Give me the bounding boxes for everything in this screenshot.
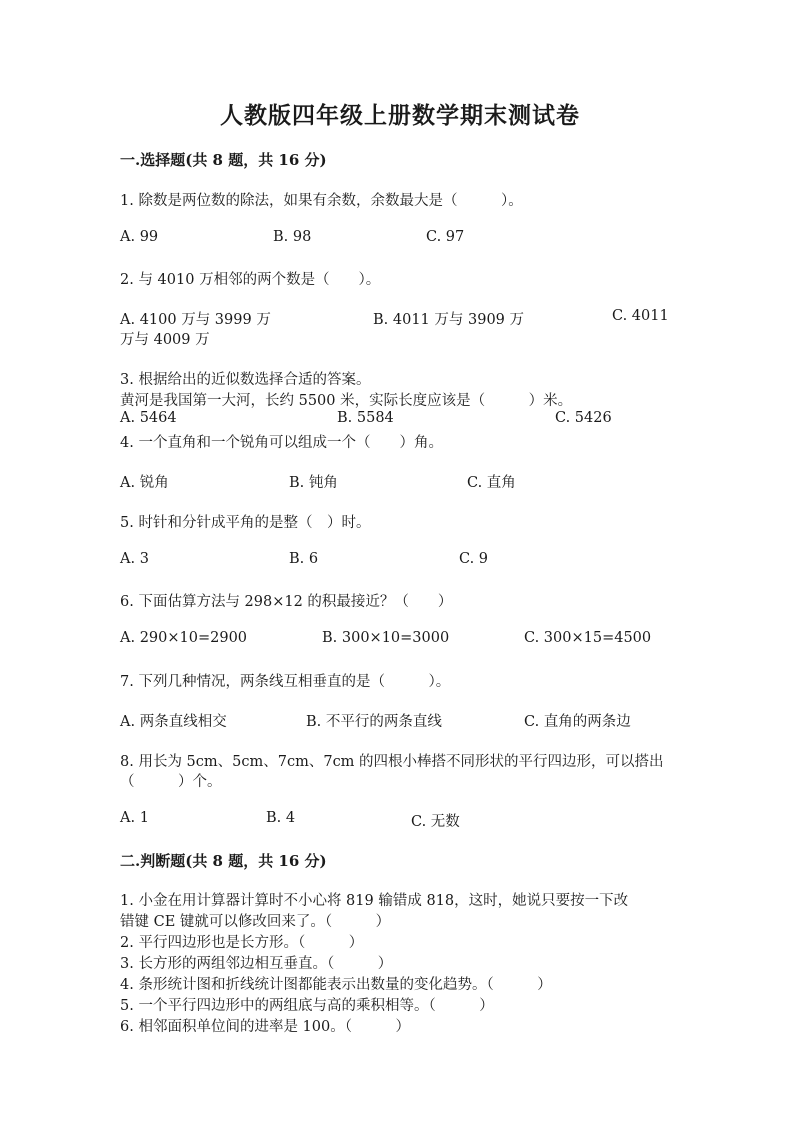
question-1-option-a: A. 99 — [120, 229, 159, 245]
question-8-option-b: B. 4 — [266, 810, 296, 826]
question-8-option-a: A. 1 — [120, 810, 149, 826]
question-6-option-c: C. 300×15=4500 — [524, 630, 652, 646]
question-4-option-c: C. 直角 — [467, 475, 516, 491]
question-7-option-c: C. 直角的两条边 — [524, 714, 631, 730]
question-6-option-a: A. 290×10=2900 — [120, 630, 248, 646]
question-8-stem: 8. 用长为 5cm、5cm、7cm、7cm 的四根小棒搭不同形状的平行四边形，可以搭出 — [120, 754, 664, 770]
question-5-option-c: C. 9 — [459, 551, 489, 567]
question-5-option-b: B. 6 — [289, 551, 319, 567]
question-2-stem: 2. 与 4010 万相邻的两个数是（ ）。 — [120, 272, 381, 288]
question-2-option-a: A. 4100 万与 3999 万 — [120, 312, 271, 328]
question-8-option-c: C. 无数 — [411, 814, 460, 830]
judgment-line: 2. 平行四边形也是长方形。（ ） — [120, 935, 364, 951]
question-2-option-c: C. 4011 — [612, 308, 669, 324]
question-2-option-c-continued: 万与 4009 万 — [120, 332, 210, 348]
question-7-stem: 7. 下列几种情况，两条线互相垂直的是（ ）。 — [120, 674, 451, 690]
question-3-option-b: B. 5584 — [337, 410, 394, 426]
question-7-option-a: A. 两条直线相交 — [120, 714, 227, 730]
judgment-line: 4. 条形统计图和折线统计图都能表示出数量的变化趋势。（ ） — [120, 977, 552, 993]
section-heading-judgment: 二.判断题(共 8 题，共 16 分) — [120, 852, 327, 870]
question-3-stem: 3. 根据给出的近似数选择合适的答案。 — [120, 372, 371, 388]
page-title: 人教版四年级上册数学期末测试卷 — [220, 102, 580, 129]
question-4-stem: 4. 一个直角和一个锐角可以组成一个（ ）角。 — [120, 435, 443, 451]
question-5-option-a: A. 3 — [120, 551, 149, 567]
judgment-line: 3. 长方形的两组邻边相互垂直。（ ） — [120, 956, 393, 972]
judgment-line: 5. 一个平行四边形中的两组底与高的乘积相等。（ ） — [120, 998, 494, 1014]
question-3-option-a: A. 5464 — [120, 410, 177, 426]
question-4-option-b: B. 钝角 — [289, 475, 338, 491]
question-3-option-c: C. 5426 — [555, 410, 612, 426]
question-3-stem-line-2: 黄河是我国第一大河，长约 5500 米，实际长度应该是（ ）米。 — [120, 393, 573, 409]
question-6-stem: 6. 下面估算方法与 298×12 的积最接近？（ ） — [120, 594, 453, 610]
question-8-stem-line-2: （ ）个。 — [120, 774, 222, 790]
section-heading-choice: 一.选择题(共 8 题，共 16 分) — [120, 151, 327, 169]
question-1-option-c: C. 97 — [426, 229, 465, 245]
question-7-option-b: B. 不平行的两条直线 — [306, 714, 442, 730]
judgment-line: 错键 CE 键就可以修改回来了。（ ） — [120, 914, 391, 930]
judgment-line: 1. 小金在用计算器计算时不小心将 819 输错成 818，这时，她说只要按一下改 — [120, 893, 629, 909]
question-2-option-b: B. 4011 万与 3909 万 — [373, 312, 525, 328]
question-6-option-b: B. 300×10=3000 — [322, 630, 450, 646]
question-1-option-b: B. 98 — [273, 229, 312, 245]
judgment-line: 6. 相邻面积单位间的进率是 100。（ ） — [120, 1019, 410, 1035]
question-4-option-a: A. 锐角 — [120, 475, 169, 491]
question-1-stem: 1. 除数是两位数的除法，如果有余数，余数最大是（ ）。 — [120, 193, 523, 209]
question-5-stem: 5. 时针和分针成平角的是整（ ）时。 — [120, 515, 371, 531]
